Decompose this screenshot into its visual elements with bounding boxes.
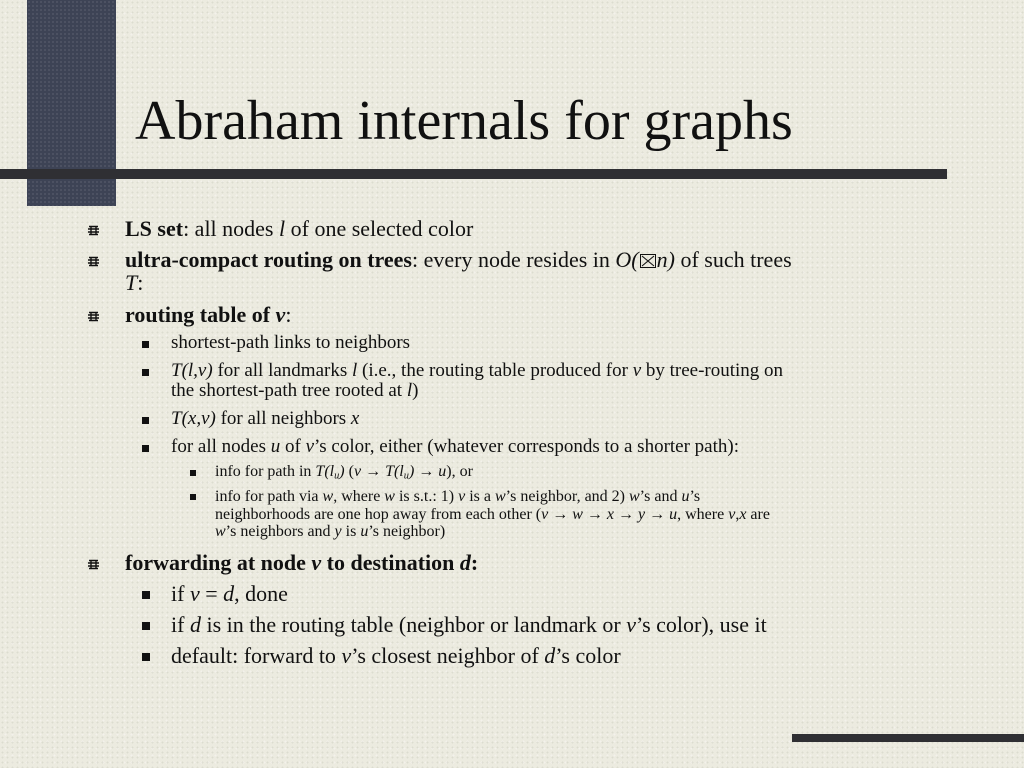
list-item-text: default: forward to v’s closest neighbor of d’s color bbox=[171, 643, 621, 668]
list-item-text: info for path in $T(l_u) (v \to T(l_u) \to u)$, or bbox=[215, 463, 473, 482]
square-bullet-icon bbox=[142, 417, 149, 424]
list-item-text: for all nodes u of v’s color, either (whatever corresponds to a shorter path): bbox=[171, 436, 740, 457]
list-item-text: shortest-path links to neighbors bbox=[171, 332, 411, 353]
square-bullet-icon bbox=[142, 369, 149, 376]
list-item-text: LS set: all nodes l of one selected color bbox=[125, 216, 474, 241]
square-bullet-icon bbox=[142, 445, 149, 452]
missing-glyph-icon bbox=[640, 254, 656, 268]
z-bullet-icon bbox=[88, 311, 99, 322]
list-item-text: T(x,v) for all neighbors x bbox=[171, 408, 360, 429]
square-bullet-icon bbox=[142, 591, 150, 599]
list-item-text: if v = d, done bbox=[171, 581, 288, 606]
z-bullet-icon bbox=[88, 225, 99, 236]
square-bullet-icon bbox=[142, 622, 150, 630]
list-item-text: if d is in the routing table (neighbor or landmark or v’s color), use it bbox=[171, 612, 767, 637]
square-bullet-icon bbox=[142, 653, 150, 661]
square-bullet-icon bbox=[142, 341, 149, 348]
list-item-text: T(l,v) for all landmarks l (i.e., the routing table produced for v by tree-routing on the shortest-path tree rooted at l) bbox=[171, 360, 784, 401]
z-bullet-icon bbox=[88, 559, 99, 570]
slide-title: Abraham internals for graphs bbox=[135, 90, 793, 152]
list-item-text: info for path via w, where w is s.t.: 1) v is a w’s neighbor, and 2) w’s and u’s neighborhoods are one hop away from each other (v → w → x → y → u, where v,x are w’s neighbors and y is u’s neighbor) bbox=[215, 488, 770, 541]
list-item-text: ultra-compact routing on trees: every node resides in O( n) of such trees T: bbox=[125, 247, 792, 296]
list-item-text: routing table of v: bbox=[125, 302, 292, 327]
square-bullet-icon bbox=[190, 470, 196, 476]
square-bullet-icon bbox=[190, 494, 196, 500]
list-item-text: forwarding at node v to destination d: bbox=[125, 550, 479, 575]
z-bullet-icon bbox=[88, 256, 99, 267]
